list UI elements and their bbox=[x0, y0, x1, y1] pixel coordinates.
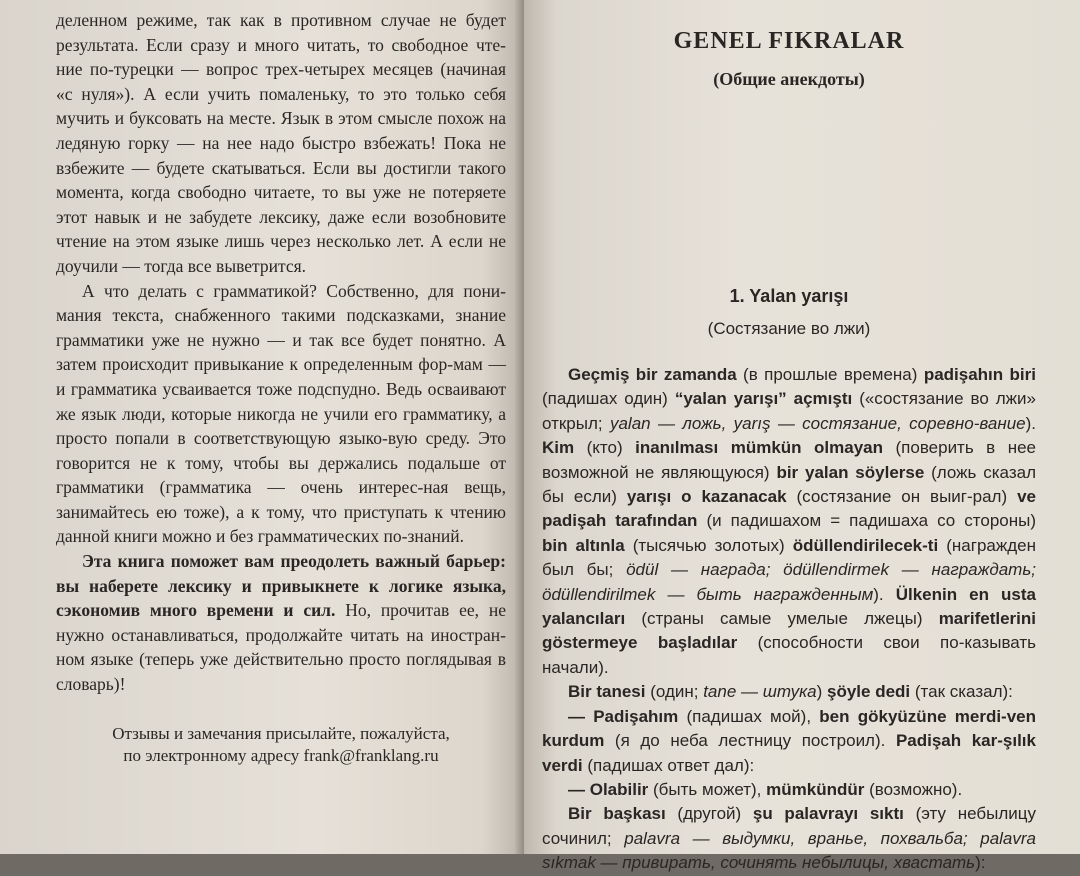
feedback-note bbox=[56, 723, 506, 767]
feedback-line: по электронному адресу frank@franklang.ru bbox=[123, 745, 439, 765]
story-title: 1. Yalan yarışı bbox=[729, 286, 849, 306]
story-paragraph: — Olabilir (быть может), mümkündür (возможно). bbox=[568, 779, 963, 799]
final-bold-text: Эта книга поможет вам преодолеть важный барьер: вы наберете лексику и привыкнете к логике языка, сэкономив много времени и сил. bbox=[56, 551, 506, 621]
right-page bbox=[524, 0, 1080, 873]
left-page bbox=[0, 0, 524, 854]
chapter-title: GENEL FIKRALAR bbox=[673, 28, 905, 54]
chapter-subtitle: (Общие анекдоты) bbox=[713, 69, 865, 89]
final-text: Но, прочитав ее, не нужно останавливаться, продолжайте читать на иностран-ном языке (теперь уже действительно просто поглядывая в словарь)! bbox=[56, 600, 507, 695]
story-paragraph: Bir tanesi (один; tane — штука) şöyle dedi (так сказал): bbox=[568, 682, 1013, 702]
story-paragraph: Geçmiş bir zamanda (в прошлые времена) padişahın biri (падишах один) “yalan yarışı” açmıştı («состязание во лжи» открыл; yalan — ложь, yarış — состязание, соревно-вание). Kim (кто) inanılması mümkün olmayan (поверить в нее возможной не являющуюся) bir yalan söylerse (ложь сказал бы если) yarışı o kazanacak (состязание он выиг-рал) ve padişah tarafından (и падишахом = падишаха со стороны) bin altınla (тысячью золотых) ödüllendirilecek-ti (награжден был бы; ödül — награда; ödüllendirmek — награждать; ödüllendirilmek — быть награжденным). Ülkenin en usta yalancıları (страны самые умелые лжецы) marifetlerini göstermeye başladılar (способности свои по-казывать начали). bbox=[542, 365, 1037, 677]
feedback-line: Отзывы и замечания присылайте, пожалуйста, bbox=[112, 723, 450, 743]
left-page-text bbox=[56, 8, 506, 767]
story-subtitle: (Состязание во лжи) bbox=[707, 319, 871, 338]
paragraph: А что делать с грамматикой? Собственно, для пони-мания текста, снабженного такими подсказками, знание грамматики уже не нужно — и так все будет понятно. А затем происходит привыкание к определенным фор-мам — и грамматика усваивается тоже подспудно. Ведь осваивают же язык люди, которые никогда не учили его грамматику, а просто попали в соответствующую языко-вую среду. Это говорится не к тому, чтобы вы держались подальше от грамматики (грамматика — очень интерес-ная вещь, занимайтесь ею тоже), а к тому, что приступать к чтению данной книги можно и без грамматических по-знаний. bbox=[56, 280, 506, 547]
story-body bbox=[542, 363, 1036, 876]
paragraph: деленном режиме, так как в противном случае не будет результата. Если сразу и много читать, то свободное чте-ние по-турецки — вопрос трех-четырех месяцев (начиная «с нуля»). А если учить помаленьку, то это только себя мучить и буксовать на месте. Язык в этом смысле похож на ледяную горку — на нее надо быстро взбежать! Пока не взбежите — будете скатываться. Если вы достигли такого момента, когда свободно читаете, то вы уже не потеряете этот навык и не забудете лексику, даже если возобновите чтение на этом языке лишь через несколько лет. А если не доучили — тогда все выветрится. bbox=[56, 10, 506, 276]
story-paragraph: — Padişahım (падишах мой), ben gökyüzüne merdi-ven kurdum (я до неба лестницу построил). Padişah kar-şılık verdi (падишах ответ дал): bbox=[542, 706, 1036, 775]
paragraph-final bbox=[56, 549, 506, 697]
story-paragraph: Bir başkası (другой) şu palavrayı sıktı (эту небылицу сочинил; palavra — выдумки, вранье, похвальба; palavra sıkmak — привирать, сочинять небылицы, хвастать): bbox=[542, 804, 1036, 873]
